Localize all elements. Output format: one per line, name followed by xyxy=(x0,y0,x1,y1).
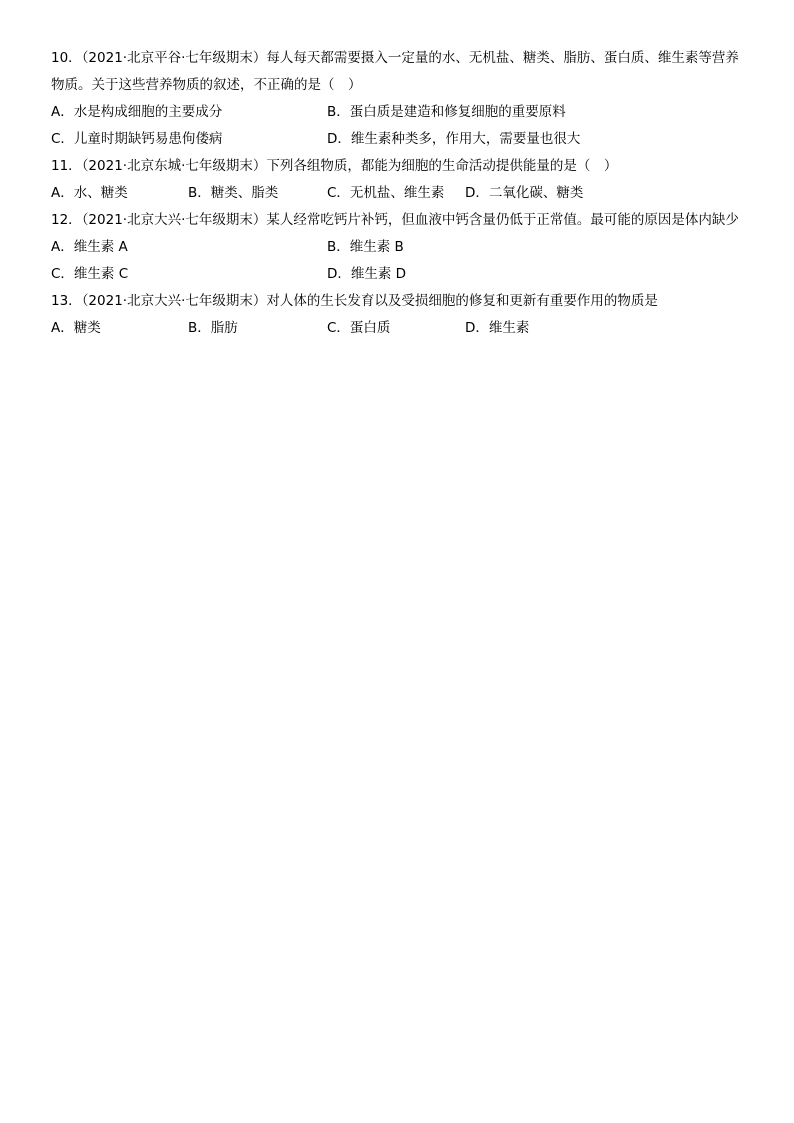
question-stem xyxy=(51,153,751,180)
option-a: A．糖类 xyxy=(51,320,101,336)
question-number: 12． xyxy=(51,212,82,228)
option-d: D．二氧化碳、糖类 xyxy=(465,185,584,201)
question-source: （2021·北京东城·七年级期末） xyxy=(81,158,267,174)
option-b: B．糖类、脂类 xyxy=(188,185,279,201)
option-d: D．维生素种类多，作用大，需要量也很大 xyxy=(327,131,581,147)
option-d: D．维生素 D xyxy=(327,266,407,282)
question-source: （2021·北京平谷·七年级期末） xyxy=(81,50,267,66)
option-c: C．维生素 C xyxy=(51,266,129,282)
question-stem xyxy=(51,45,751,99)
option-row xyxy=(51,126,751,153)
option-c: C．无机盐、维生素 xyxy=(327,185,445,201)
option-b: B．脂肪 xyxy=(188,320,238,336)
question-stem xyxy=(51,207,751,234)
option-row xyxy=(51,315,751,342)
option-d: D．维生素 xyxy=(465,320,530,336)
option-a: A．水、糖类 xyxy=(51,185,128,201)
option-row xyxy=(51,99,751,126)
option-c: C．儿童时期缺钙易患佝偻病 xyxy=(51,131,223,147)
question-10 xyxy=(51,45,751,153)
question-number: 13． xyxy=(51,293,82,309)
question-13 xyxy=(51,288,751,342)
question-list xyxy=(51,45,751,342)
question-text: 下列各组物质，都能为细胞的生命活动提供能量的是（ ） xyxy=(266,158,618,174)
question-number: 10． xyxy=(51,50,82,66)
question-text: 每人每天都需要摄入一定量的水、无机盐、糖类、脂肪、蛋白质、维生素等营养物质。关于这些营养物质的叙述，不正确的是（ ） xyxy=(51,50,739,93)
option-row xyxy=(51,180,751,207)
question-11 xyxy=(51,153,751,207)
question-source: （2021·北京大兴·七年级期末） xyxy=(81,293,267,309)
question-text: 对人体的生长发育以及受损细胞的修复和更新有重要作用的物质是 xyxy=(266,293,658,309)
option-c: C．蛋白质 xyxy=(327,320,391,336)
question-number: 11． xyxy=(51,158,82,174)
option-a: A．维生素 A xyxy=(51,239,128,255)
option-row xyxy=(51,234,751,261)
option-b: B．蛋白质是建造和修复细胞的重要原料 xyxy=(327,104,566,120)
question-text: 某人经常吃钙片补钙，但血液中钙含量仍低于正常值。最可能的原因是体内缺少 xyxy=(266,212,739,228)
option-row xyxy=(51,261,751,288)
option-b: B．维生素 B xyxy=(327,239,404,255)
question-12 xyxy=(51,207,751,288)
question-source: （2021·北京大兴·七年级期末） xyxy=(81,212,267,228)
question-stem xyxy=(51,288,751,315)
option-a: A．水是构成细胞的主要成分 xyxy=(51,104,223,120)
